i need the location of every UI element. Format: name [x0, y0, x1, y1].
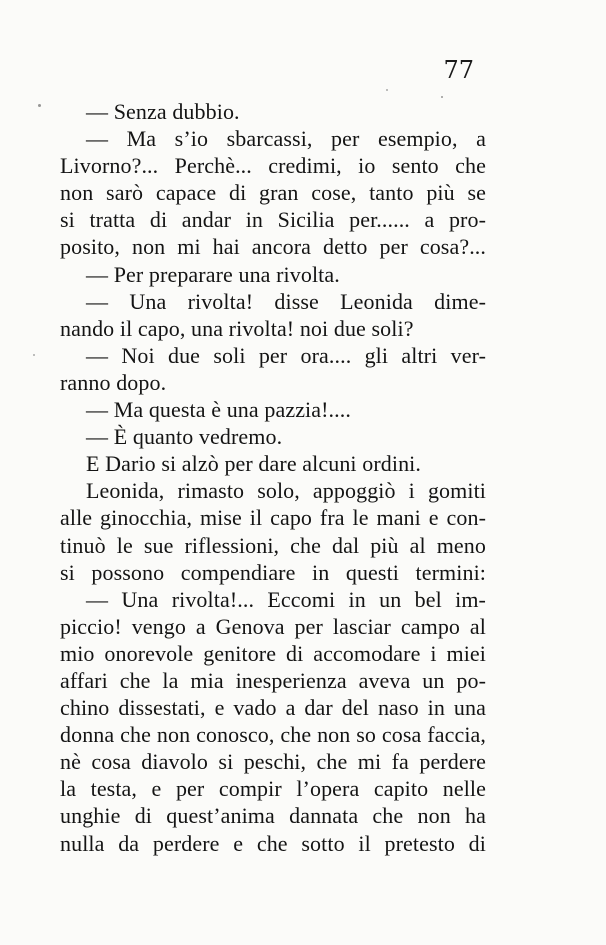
text-line: — Ma questa è una pazzia!.... — [86, 397, 351, 423]
text-line: — Noi due soli per ora.... gli altri ver- — [86, 342, 486, 368]
text-line: si possono compendiare in questi termini: — [60, 559, 486, 585]
text-line: la testa, e per compir l’opera capito nelle — [60, 776, 486, 802]
text-line: — È quanto vedremo. — [86, 424, 283, 450]
text-line: affari che la mia inesperienza aveva un po- — [60, 667, 486, 693]
page-number: 77 — [443, 56, 474, 84]
text-line: — Per preparare una rivolta. — [86, 261, 340, 287]
text-line: alle ginocchia, mise il capo fra le mani e con- — [60, 505, 486, 531]
text-line: nulla da perdere e che sotto il pretesto di — [60, 830, 486, 856]
text-line: tinuò le sue riflessioni, che dal più al meno — [60, 532, 486, 558]
text-line: non sarò capace di gran cose, tanto più se — [60, 180, 486, 206]
text-line: — Una rivolta! disse Leonida dime- — [86, 288, 486, 314]
text-line: mio onorevole genitore di accomodare i miei — [60, 640, 486, 666]
text-line: donna che non conosco, che non so cosa faccia, — [60, 722, 486, 748]
text-line: posito, non mi hai ancora detto per cosa?... — [60, 234, 486, 260]
text-line: — Senza dubbio. — [86, 99, 240, 124]
text-line: si tratta di andar in Sicilia per...... a pro- — [60, 207, 486, 233]
text-line: chino dissestati, e vado a dar del naso in una — [60, 695, 486, 721]
text-line: ranno dopo. — [60, 369, 167, 395]
text-line: unghie di quest’anima dannata che non ha — [60, 803, 486, 829]
print-speck — [33, 354, 35, 356]
text-line: nè cosa diavolo si peschi, che mi fa perdere — [60, 749, 486, 775]
text-line: Leonida, rimasto solo, appoggiò i gomiti — [86, 478, 486, 504]
text-line: E Dario si alzò per dare alcuni ordini. — [86, 451, 421, 477]
print-speck — [441, 96, 443, 98]
print-speck — [386, 89, 388, 91]
text-line: Livorno?... Perchè... credimi, io sento che — [60, 153, 486, 179]
text-line: piccio! vengo a Genova per lasciar campo al — [60, 613, 486, 639]
print-speck — [38, 104, 41, 107]
body-text — [60, 98, 486, 857]
text-line: — Una rivolta!... Eccomi in un bel im- — [86, 586, 486, 612]
text-line: — Ma s’io sbarcassi, per esempio, a — [86, 126, 486, 152]
text-line: nando il capo, una rivolta! noi due soli? — [60, 315, 414, 341]
